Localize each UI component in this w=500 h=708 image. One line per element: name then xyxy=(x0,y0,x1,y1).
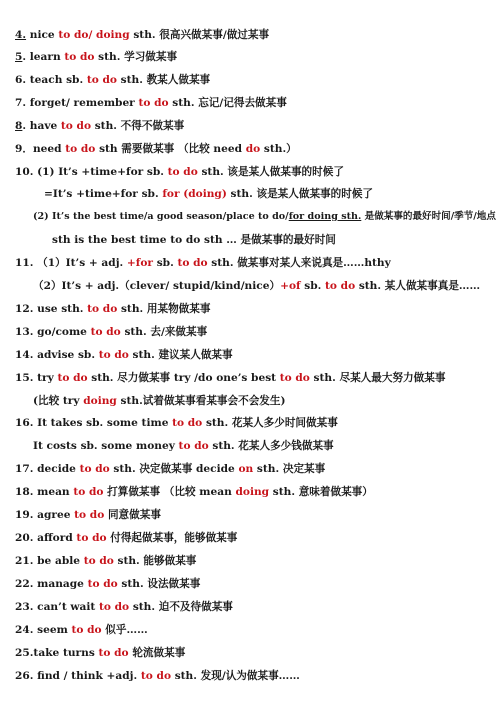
line-text: sb. xyxy=(300,280,326,292)
highlight-text: to do xyxy=(98,647,129,659)
line-text: 15. try xyxy=(15,372,58,384)
line-text: =It’s +time+for sb. xyxy=(44,188,163,200)
highlight-text: to do xyxy=(279,372,310,384)
text-line xyxy=(15,256,391,270)
line-text: 同意做某事 xyxy=(104,509,161,521)
text-line xyxy=(33,394,286,408)
line-text: sth. 用某物做某事 xyxy=(117,303,211,315)
line-text: 5 xyxy=(15,51,23,63)
line-text: 似乎…… xyxy=(101,624,148,636)
line-text: sth. 花某人多少时间做某事 xyxy=(202,417,338,429)
line-text: 7. forget/ remember xyxy=(15,97,139,109)
text-line xyxy=(15,531,237,545)
text-line xyxy=(15,646,185,660)
line-text: . learn xyxy=(22,51,65,63)
highlight-text: to do xyxy=(60,120,92,132)
highlight-text: to do xyxy=(167,166,198,178)
line-text: 9．need xyxy=(15,143,66,155)
line-text: 21. be able xyxy=(15,555,84,567)
line-text: 17. decide xyxy=(15,463,80,475)
highlight-text: to do xyxy=(172,417,203,429)
line-text: 14. advise sb. xyxy=(15,349,99,361)
highlight-text: to do xyxy=(140,670,172,682)
text-line xyxy=(15,577,200,591)
highlight-text: +for xyxy=(126,257,154,269)
line-text: 12. use sth. xyxy=(15,303,88,315)
line-text: sth. 设法做某事 xyxy=(117,578,201,590)
line-text: 18. mean xyxy=(15,486,74,498)
line-text: 11. （1）It’s + adj. xyxy=(15,257,127,269)
text-line xyxy=(15,348,233,362)
line-text: sth. 花某人多少钱做某事 xyxy=(208,440,334,452)
line-text: 24. seem xyxy=(15,624,72,636)
line-text: sth. 忘记/记得去做某事 xyxy=(168,97,287,109)
highlight-text: to do xyxy=(73,486,104,498)
highlight-text: to do/ doing xyxy=(58,29,130,41)
line-text: sth is the best time to do sth … 是做某事的最好时间 xyxy=(52,234,336,246)
highlight-text: doing xyxy=(235,486,270,498)
line-text: 16. It takes sb. some time xyxy=(15,417,173,429)
highlight-text: to do xyxy=(138,97,169,109)
line-text: sth. 该是某人做某事的时候了 xyxy=(197,166,344,178)
line-text: sth. 某人做某事真是…… xyxy=(355,280,481,292)
line-text: sth. 迫不及待做某事 xyxy=(129,601,233,613)
highlight-text: to do xyxy=(325,280,356,292)
line-text: sth. 尽力做某事 try /do one’s best xyxy=(87,372,280,384)
line-text: sth. 能够做某事 xyxy=(113,555,197,567)
line-text: 8 xyxy=(15,120,23,132)
line-text: 25.take turns xyxy=(15,647,99,659)
line-text: sth. 建议某人做某事 xyxy=(128,349,233,361)
line-text: 19. agree xyxy=(15,509,75,521)
text-line xyxy=(15,669,300,683)
highlight-text: to do xyxy=(64,51,95,63)
text-line xyxy=(15,73,210,87)
line-text: 23. can’t wait xyxy=(15,601,99,613)
line-text: 6. teach sb. xyxy=(15,74,87,86)
line-text: sth. 该是某人做某事的时候了 xyxy=(226,188,374,200)
highlight-text: to do xyxy=(177,257,208,269)
text-line xyxy=(15,462,325,476)
line-text: 是做某事的最好时间/季节/地点 xyxy=(361,211,496,222)
text-line xyxy=(15,508,161,522)
line-text: sth. 意味着做某事） xyxy=(269,486,373,498)
highlight-text: to do xyxy=(87,303,118,315)
line-text: for doing sth. xyxy=(288,211,362,222)
line-text: 打算做某事 （比较 mean xyxy=(103,486,236,498)
line-text: . have xyxy=(22,120,61,132)
text-line xyxy=(52,233,336,247)
text-line xyxy=(15,50,177,64)
line-text: sth. 去/来做某事 xyxy=(120,326,208,338)
text-line xyxy=(15,119,184,133)
text-line xyxy=(33,210,496,224)
highlight-text: to do xyxy=(71,624,102,636)
text-line xyxy=(15,28,269,42)
highlight-text: to do xyxy=(178,440,209,452)
highlight-text: to do xyxy=(57,372,88,384)
highlight-text: on xyxy=(238,463,254,475)
line-text: It costs sb. some money xyxy=(33,440,179,452)
line-text: sth.） xyxy=(260,143,297,155)
highlight-text: to do xyxy=(65,143,96,155)
highlight-text: to do xyxy=(79,463,110,475)
line-text: sth. 发现/认为做某事…… xyxy=(171,670,300,682)
highlight-text: to do xyxy=(98,349,129,361)
line-text: 4. xyxy=(15,29,27,41)
highlight-text: to do xyxy=(86,74,117,86)
line-text: （2）It’s + adj.（clever/ stupid/kind/nice） xyxy=(33,280,281,292)
line-text: 10. (1) It’s +time+for sb. xyxy=(15,166,168,178)
text-line xyxy=(15,142,297,156)
highlight-text: do xyxy=(245,143,261,155)
line-text: sth. 教某人做某事 xyxy=(116,74,211,86)
text-line xyxy=(44,187,373,201)
highlight-text: for (doing) xyxy=(162,188,227,200)
highlight-text: to do xyxy=(76,532,107,544)
line-text: sth. 决定某事 xyxy=(253,463,326,475)
line-text: sth. 很高兴做某事/做过某事 xyxy=(129,29,270,41)
text-line xyxy=(33,439,334,453)
line-text: sth 需要做某事 （比较 need xyxy=(95,143,246,155)
text-line xyxy=(15,485,373,499)
highlight-text: to do xyxy=(83,555,114,567)
highlight-text: to do xyxy=(87,578,118,590)
text-line xyxy=(15,302,210,316)
text-line xyxy=(15,165,344,179)
text-line xyxy=(33,279,480,293)
line-text: 13. go/come xyxy=(15,326,91,338)
line-text: 20. afford xyxy=(15,532,77,544)
highlight-text: +of xyxy=(280,280,301,292)
highlight-text: doing xyxy=(83,395,117,407)
line-text: (2) It’s the best time/a good season/place to do/ xyxy=(33,211,289,222)
line-text: sth. 学习做某事 xyxy=(94,51,178,63)
text-line xyxy=(15,325,207,339)
line-text: sth. 决定做某事 decide xyxy=(109,463,239,475)
highlight-text: to do xyxy=(90,326,121,338)
line-text: sth. 不得不做某事 xyxy=(91,120,185,132)
text-line xyxy=(15,600,233,614)
line-text: sth. 尽某人最大努力做某事 xyxy=(309,372,446,384)
line-text: nice xyxy=(26,29,59,41)
line-text: 22. manage xyxy=(15,578,88,590)
line-text: 付得起做某事，能够做某事 xyxy=(106,532,238,544)
line-text: (比较 try xyxy=(33,395,84,407)
line-text: sb. xyxy=(153,257,178,269)
line-text: sth. 做某事对某人来说真是……hthy xyxy=(207,257,391,269)
text-line xyxy=(15,623,148,637)
line-text: 轮流做某事 xyxy=(128,647,186,659)
text-line xyxy=(15,371,445,385)
line-text: sth.试着做某事看某事会不会发生) xyxy=(116,395,286,407)
text-line xyxy=(15,554,196,568)
text-line xyxy=(15,416,338,430)
highlight-text: to do xyxy=(74,509,105,521)
text-line xyxy=(15,96,287,110)
line-text: 26. find / think +adj. xyxy=(15,670,141,682)
highlight-text: to do xyxy=(99,601,130,613)
